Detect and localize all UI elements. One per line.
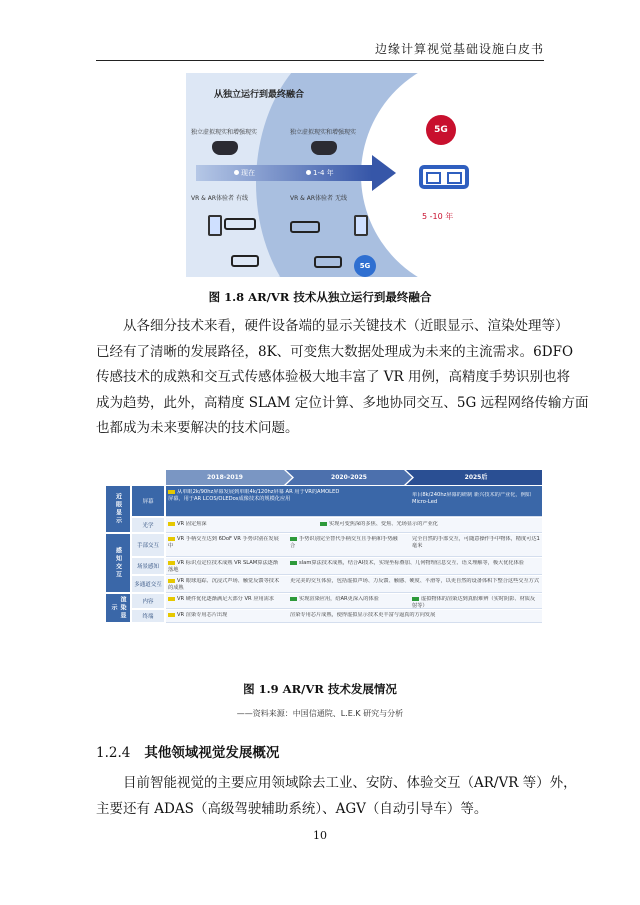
- row-multichannel: 多通道交互: [132, 576, 164, 592]
- cell-multi-1: VR 眼球追踪、沉浸式声场、触觉反馈等技术的成熟: [168, 578, 280, 591]
- cell-optics-2: 实现可变焦深的多焦、变焦、光场显示的产业化: [329, 521, 438, 527]
- phone-icon: [354, 215, 368, 236]
- year-2020-2025: 2020-2025: [331, 474, 367, 481]
- phone-icon: [208, 215, 222, 236]
- stage-mid: 1-4 年: [313, 169, 334, 177]
- category-rendering: 渲染显示: [106, 594, 130, 622]
- fiveg-badge: 5G: [426, 115, 456, 145]
- category-interaction: 感知交互: [106, 534, 130, 592]
- col2-label: 独立虚拟现实和增强现实: [290, 129, 357, 136]
- vr-headset-icon: [311, 141, 337, 155]
- arrow-head-icon: [372, 155, 396, 191]
- figure-tech-roadmap-table: [104, 468, 544, 623]
- glasses-icon: [231, 255, 259, 267]
- section-heading: [96, 741, 279, 761]
- figure-ar-vr-convergence: [186, 73, 491, 277]
- figure2-source: ——资料来源：中国信通院、L.E.K 研究与分析: [236, 709, 404, 718]
- cell-scene-1: VR 标识点定位技术成熟 VR SLAM算法逐渐落地: [168, 560, 279, 573]
- cell-content-2: 实现渲染应用，给AR更深入的体验: [299, 596, 379, 602]
- cell-hand-3: 完全自然的手部交互，可随意操作手中物体，精度可达1毫米: [412, 536, 540, 549]
- header-title: 边缘计算视觉基础设施白皮书: [374, 42, 544, 56]
- stage-now: 现在: [241, 169, 255, 177]
- row-optics: 光学: [132, 518, 164, 532]
- year-2025-after: 2025后: [464, 474, 488, 481]
- figure2-caption: 图 1.9 AR/VR 技术发展情况: [243, 682, 397, 696]
- cell-content-1: VR 硬件优化逐渐满足大部分 VR 应用需求: [177, 596, 275, 602]
- wireless-label: VR & AR体验者 无线: [290, 195, 347, 202]
- stage-future: 5 -10 年: [422, 212, 454, 221]
- timeline-arrow: [196, 165, 372, 181]
- cell-screen-1: 从单眼2k/90hz屏幕发展到单眼4k/120hz屏幕 AR 用于VR的AMOLED屏幕，用于AR LCOS/OLEDos成像技术的规模化应用: [168, 489, 340, 502]
- row-terminal: 终端: [132, 610, 164, 622]
- cell-optics-1: VR 固定焦深: [177, 521, 207, 527]
- glasses-icon: [224, 218, 256, 230]
- page-number: 10: [313, 829, 327, 842]
- header-rule: [96, 60, 544, 61]
- row-hand: 手部交互: [132, 534, 164, 556]
- cell-screen-3: 单目8k/240hz屏幕的研制 新兴技术的产业化，例如Micro-Led: [412, 492, 531, 505]
- cell-multi-2: 更完美的交互体验，包括虚拟声场、力反馈、触感、硬度、平滑等，以更自然的设备体积下整合这些交互方式: [290, 578, 540, 584]
- cell-content-3: 虚拟物体的渲染达到真假难辨（实时阴影、材质反射等）: [412, 596, 536, 608]
- cell-terminal-2: 渲染专用芯片成熟，使得虚拟显示技术更丰富与逼真的方向发展: [290, 612, 436, 618]
- row-scene: 场景感知: [132, 558, 164, 574]
- cell-hand-1: VR 手柄交互达到 6DoF VR 手势识别在发展中: [168, 536, 279, 549]
- cell-terminal-1: VR 渲染专用芯片出现: [177, 612, 228, 618]
- paragraph-1: 从各细分技术来看，硬件设备端的显示关键技术（近眼显示、渲染处理等） 已经有了清晰的发展路径，8K、可变焦大数据处理成为未来的主流需求。6DFO 传感技术的成熟和交互式传感体验极大地丰富了 VR 用例，高精度手势识别也将 成为趋势，此外，高精度 SLAM 定位计算、多地协同交互、5G 远程网络传输方面 也都成为未来要解决的技术问题。: [96, 318, 589, 437]
- row-screen: 屏幕: [132, 486, 164, 516]
- vr-headset-icon: [212, 141, 238, 155]
- glasses-icon: [290, 221, 320, 233]
- paragraph-2: 目前智能视觉的主要应用领域除去工业、安防、体验交互（AR/VR 等）外， 主要还有 ADAS（高级驾驶辅助系统）、AGV（自动引导车）等。: [96, 775, 577, 817]
- figure1-caption: 图 1.8 AR/VR 技术从独立运行到最终融合: [208, 290, 432, 304]
- cell-scene-2: slam算法技术成熟，结合AI技术，实现坐标叠加、几何物理信息交互、语义理解等，极大优化体验: [299, 560, 524, 566]
- year-2018-2019: 2018-2019: [207, 474, 243, 481]
- col1-label: 独立虚拟现实和增强现实: [191, 129, 258, 136]
- wired-label: VR & AR体验者 有线: [191, 195, 248, 202]
- glasses-icon: [314, 256, 342, 268]
- category-near-eye: 近眼显示: [106, 486, 130, 532]
- vr-glasses-icon: [419, 165, 469, 191]
- section-title: 其他领域视觉发展概况: [144, 745, 280, 761]
- fiveg-badge-small: 5G: [354, 255, 376, 277]
- figure1-title: 从独立运行到最终融合: [214, 90, 305, 100]
- cell-hand-2: 手势识别完全替代手柄交互且手柄和手势融合: [290, 536, 398, 549]
- section-number: 1.2.4: [96, 745, 131, 761]
- row-content: 内容: [132, 594, 164, 608]
